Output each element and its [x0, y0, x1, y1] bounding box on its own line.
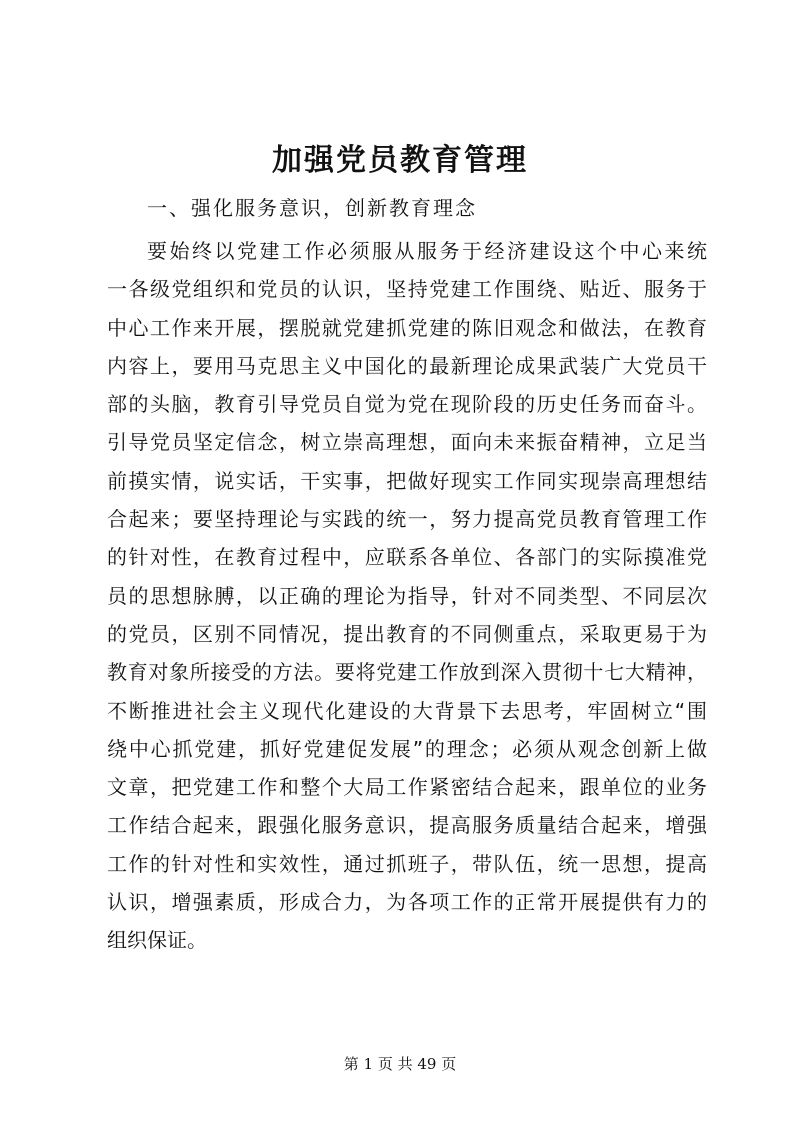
paragraph-line: 工作结合起来，跟强化服务意识，提高服务质量结合起来，增强: [107, 813, 707, 838]
paragraph-line: 部的头脑，教育引导党员自觉为党在现阶段的历史任务而奋斗。: [107, 392, 707, 417]
paragraph-line: 组织保证。: [107, 928, 207, 953]
paragraph-line: 前摸实情，说实话，干实事，把做好现实工作同实现崇高理想结: [107, 468, 707, 493]
paragraph-line: 员的思想脉膊，以正确的理论为指导，针对不同类型、不同层次: [107, 583, 707, 608]
paragraph-line: 一各级党组织和党员的认识，坚持党建工作围绕、贴近、服务于: [107, 277, 707, 302]
paragraph-line: 的针对性，在教育过程中，应联系各单位、各部门的实际摸准党: [107, 545, 707, 570]
paragraph-line: 中心工作来开展，摆脱就党建抓党建的陈旧观念和做法，在教育: [107, 315, 707, 340]
paragraph-line: 认识，增强素质，形成合力，为各项工作的正常开展提供有力的: [107, 890, 707, 915]
paragraph-line: 教育对象所接受的方法。要将党建工作放到深入贯彻十七大精神，: [107, 660, 707, 685]
paragraph-line: 合起来；要坚持理论与实践的统一，努力提高党员教育管理工作: [107, 507, 707, 532]
document-title: 加强党员教育管理: [272, 143, 528, 178]
paragraph-line: 工作的针对性和实效性，通过抓班子，带队伍，统一思想，提高: [107, 851, 707, 876]
body-paragraph: [107, 232, 707, 960]
page-indicator: 第 1 页 共 49 页: [343, 1055, 457, 1073]
paragraph-line: 要始终以党建工作必须服从服务于经济建设这个中心来统: [147, 239, 707, 263]
section-heading: 一、强化服务意识，创新教育理念: [147, 196, 477, 220]
paragraph-line: 绕中心抓党建，抓好党建促发展”的理念；必须从观念创新上做: [107, 736, 707, 761]
paragraph-line: 引导党员坚定信念，树立崇高理想，面向未来振奋精神，立足当: [107, 430, 707, 455]
paragraph-line: 不断推进社会主义现代化建设的大背景下去思考，牢固树立“围: [107, 698, 707, 723]
paragraph-line: 的党员，区别不同情况，提出教育的不同侧重点，采取更易于为: [107, 621, 707, 646]
paragraph-line: 文章，把党建工作和整个大局工作紧密结合起来，跟单位的业务: [107, 775, 707, 800]
paragraph-line: 内容上，要用马克思主义中国化的最新理论成果武装广大党员干: [107, 353, 707, 378]
